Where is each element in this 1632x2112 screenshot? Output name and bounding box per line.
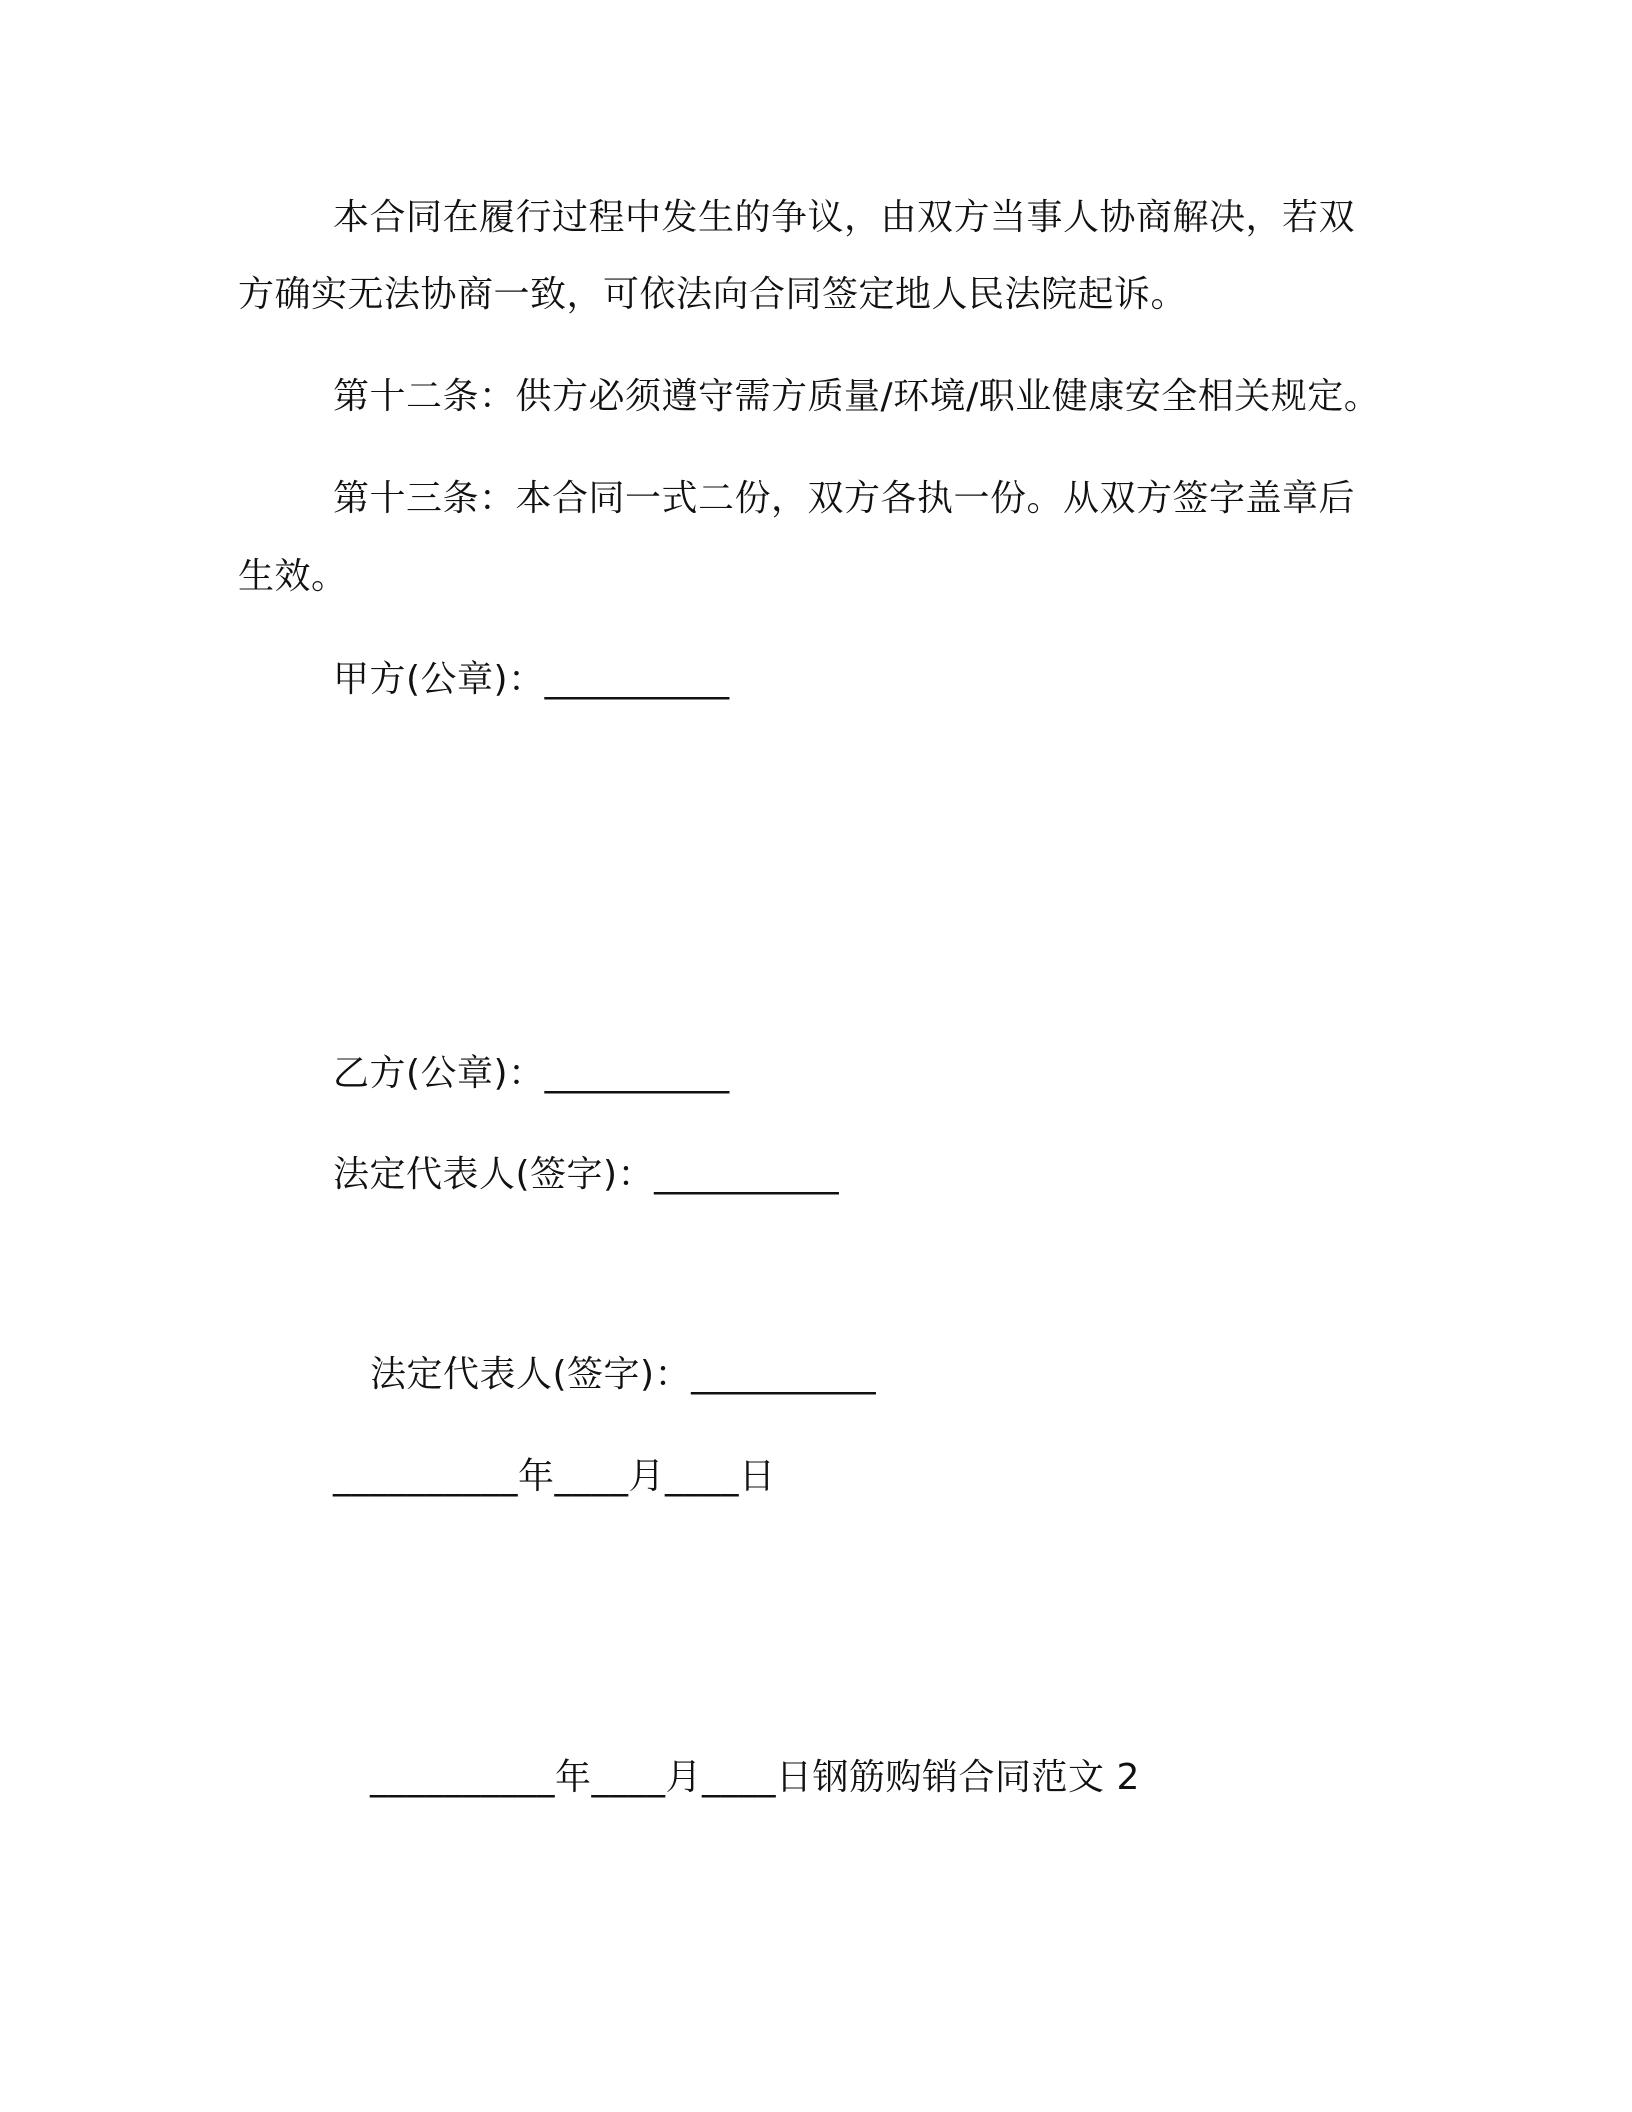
article-13-line-1: 第十三条：本合同一式二份，双方各执一份。从双方签字盖章后 [333,478,1356,519]
article-12: 第十二条：供方必须遵守需方质量/环境/职业健康安全相关规定。 [333,376,1381,417]
legal-representative-line-1: 法定代表人(签字)：__________ [333,1154,840,1195]
article-13-line-2: 生效。 [238,556,348,597]
dispute-clause-line-2: 方确实无法协商一致，可依法向合同签定地人民法院起诉。 [238,274,1188,315]
date-and-next-title-line: __________年____月____日钢筋购销合同范文 2 [370,1757,1140,1798]
party-b-seal-line: 乙方(公章)：__________ [333,1053,730,1094]
dispute-clause-line-1: 本合同在履行过程中发生的争议，由双方当事人协商解决，若双 [333,197,1356,238]
party-a-seal-line: 甲方(公章)：__________ [333,659,730,700]
legal-representative-line-2: 法定代表人(签字)：__________ [370,1354,877,1395]
date-line-1: __________年____月____日 [333,1456,776,1497]
